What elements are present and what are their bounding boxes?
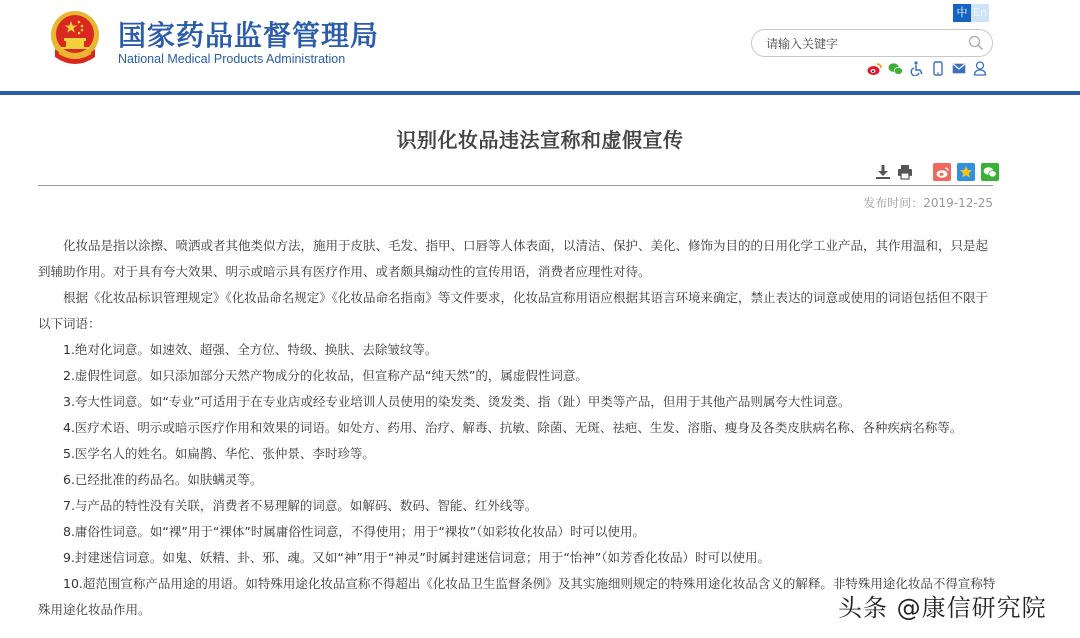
publish-label: 发布时间： [863, 196, 924, 210]
search-box [751, 29, 993, 57]
site-title-en[interactable]: National Medical Products Administration [118, 52, 346, 66]
lang-cn-button[interactable]: 中 [953, 4, 971, 22]
list-item: 1.绝对化词意。如速效、超强、全方位、特级、换肤、去除皱纹等。 [63, 342, 438, 357]
mail-icon[interactable] [951, 61, 966, 76]
list-item: 9.封建迷信词意。如鬼、妖精、卦、邪、魂。又如“神”用于“神灵”时属封建迷信词意；用于“怡神”（如芳香化妆品）时可以使用。 [63, 550, 771, 565]
list-item: 3.夸大性词意。如“专业”可适用于在专业店或经专业培训人员使用的染发类、烫发类、指（趾）甲类等产品，但用于其他产品则属夸大性词意。 [63, 394, 851, 409]
list-item: 6.已经批准的药品名。如肤螨灵等。 [63, 472, 263, 487]
print-icon[interactable] [897, 164, 913, 180]
language-switch [953, 4, 989, 22]
publish-date-value: 2019-12-25 [923, 196, 993, 210]
favorite-share-icon[interactable] [957, 163, 975, 181]
list-item: 7.与产品的特性没有关联，消费者不易理解的词意。如解码、数码、智能、红外线等。 [63, 498, 538, 513]
site-title-cn[interactable]: 国家药品监督管理局 [118, 19, 380, 52]
weibo-share-icon[interactable] [933, 163, 951, 181]
article-title: 识别化妆品违法宣称和虚假宣传 [396, 128, 684, 152]
list-item: 8.庸俗性词意。如“裸”用于“裸体”时属庸俗性词意，不得使用；用于“裸妆”（如彩妆化妆品）时可以使用。 [63, 524, 646, 539]
paragraph: 化妆品是指以涂擦、喷洒或者其他类似方法，施用于皮肤、毛发、指甲、口唇等人体表面，以清洁、保护、美化、修饰为目的的日用化学工业产品，其作用温和，只是起到辅助作用。对于具有夸大效果、明示或暗示具有医疗作用、或者颇具煽动性的宣传用语，消费者应理性对待。 [38, 238, 989, 279]
download-icon[interactable] [875, 164, 891, 180]
header-icon-row [867, 61, 987, 76]
list-item: 5.医学名人的姓名。如扁鹊、华佗、张仲景、李时珍等。 [63, 446, 375, 461]
title-divider [38, 185, 993, 186]
search-icon[interactable] [968, 35, 984, 51]
accessibility-icon[interactable] [909, 61, 924, 76]
lang-en-button[interactable]: En [971, 4, 989, 22]
publish-date [863, 194, 993, 211]
watermark: 头条 @康信研究院 [838, 594, 1047, 622]
paragraph: 10.超范围宣称产品用途的用语。如特殊用途化妆品宣称不得超出《化妆品卫生监督条例》及其实施细则规定的特殊用途化妆品含义的解释。非特殊用途化妆品不得宣称特殊用途化妆品作用。 [38, 576, 996, 617]
wechat-share-icon[interactable] [981, 163, 999, 181]
search-input[interactable] [766, 35, 966, 53]
header-accent-bar [0, 91, 1080, 95]
list-item: 2.虚假性词意。如只添加部分天然产物成分的化妆品，但宣称产品“纯天然”的，属虚假性词意。 [63, 368, 588, 383]
wechat-icon[interactable] [888, 61, 903, 76]
site-header [0, 0, 1080, 92]
paragraph: 根据《化妆品标识管理规定》《化妆品命名规定》《化妆品命名指南》等文件要求，化妆品宣称用语应根据其语言环境来确定，禁止表达的词意或使用的词语包括但不限于以下词语： [38, 290, 989, 331]
national-emblem-logo[interactable] [47, 9, 103, 67]
article-tools [875, 163, 999, 181]
weibo-icon[interactable] [867, 61, 882, 76]
user-icon[interactable] [972, 61, 987, 76]
article-body [38, 233, 998, 623]
mobile-icon[interactable] [930, 61, 945, 76]
list-item: 4.医疗术语、明示或暗示医疗作用和效果的词语。如处方、药用、治疗、解毒、抗敏、除菌、无斑、祛疤、生发、溶脂、瘦身及各类皮肤病名称、各种疾病名称等。 [63, 420, 963, 435]
